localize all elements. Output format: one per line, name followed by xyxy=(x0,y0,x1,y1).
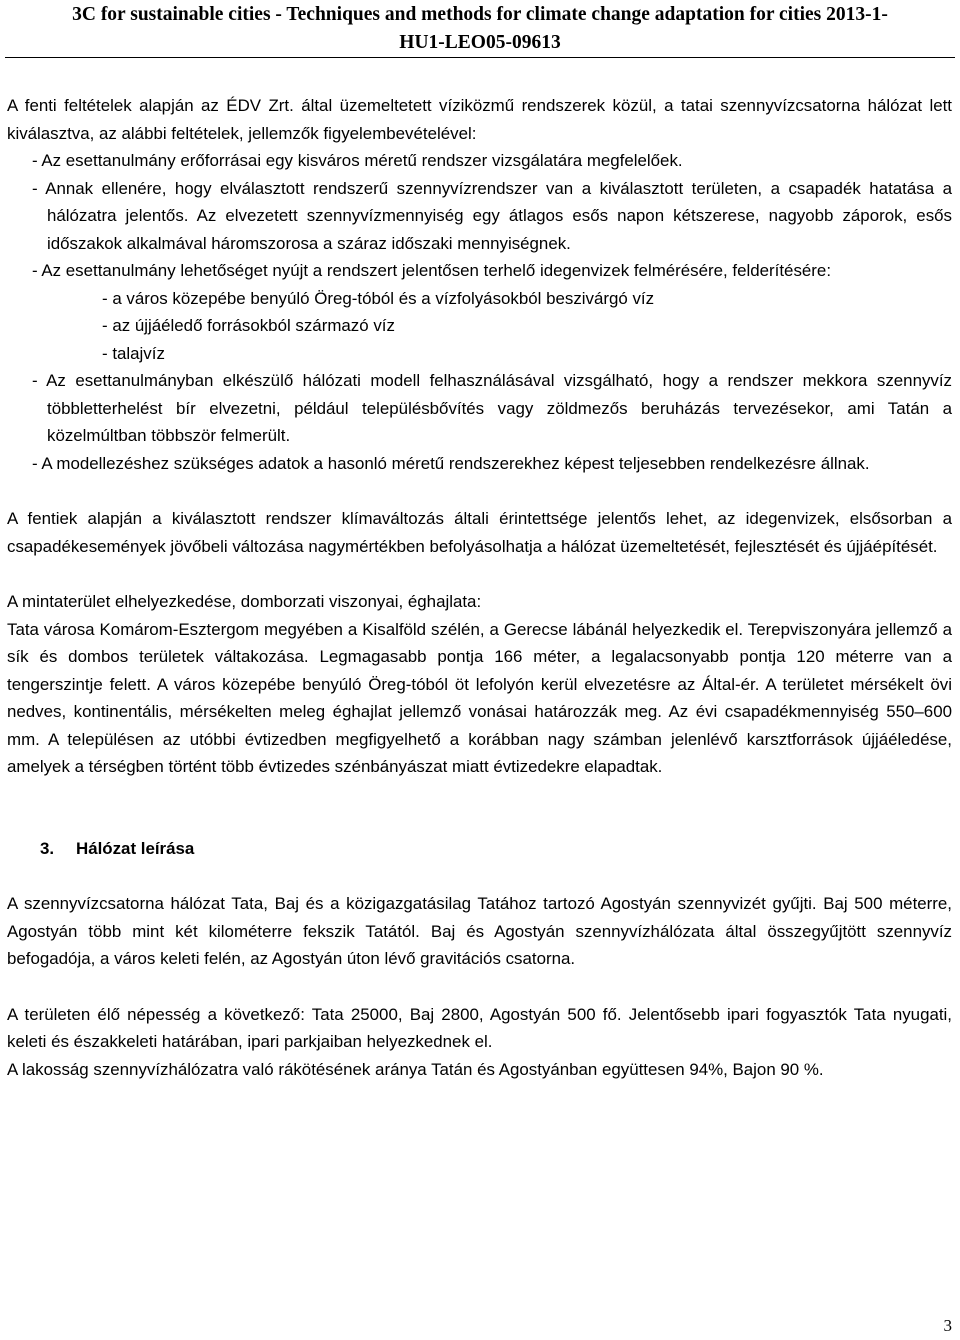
network-paragraph: A szennyvízcsatorna hálózat Tata, Baj és a közigazgatásilag Tatához tartozó Agostyán szennyvizét gyűjti. Baj 500 méterre, Agostyán több mint két kilométerre fekszik Tatától. Baj és Agostyán szennyvízhálózata által összegyűjtött szennyvíz befogadója, a város keleti felén, az Agostyán úton lévő gravitációs csatorna. xyxy=(7,894,952,968)
document-body xyxy=(7,92,952,1083)
header-divider xyxy=(5,57,955,58)
summary-paragraph: A fentiek alapján a kiválasztott rendszer klímaváltozás általi érintettsége jelentős lehet, az idegenvizek, elsősorban a csapadékesemények jövőbeli változása nagymértékben befolyásolhatja a hálózat üzemeltetését, fejlesztését és újjáépítését. xyxy=(7,509,952,556)
criteria-item: - Az esettanulmány lehetőséget nyújt a rendszert jelentősen terhelő idegenvizek felmérésére, felderítésére: xyxy=(32,261,832,280)
sub-item: - a város közepébe benyúló Öreg-tóból és a vízfolyásokból beszivárgó víz xyxy=(102,288,655,308)
population-paragraph: A területen élő népesség a következő: Tata 25000, Baj 2800, Agostyán 500 fő. Jelentősebb ipari fogyasztók Tata nyugati, keleti és északkeleti határában, ipari parkjaiban helyezkednek el. xyxy=(7,1004,952,1051)
header-title-line2: HU1-LEO05-09613 xyxy=(399,32,561,53)
spacer xyxy=(7,477,952,505)
header-title-line1: 3C for sustainable cities - Techniques and methods for climate change adaptation for cities 2013-1- xyxy=(72,4,888,25)
document-header xyxy=(0,0,960,57)
spacer xyxy=(7,781,952,835)
spacer xyxy=(7,862,952,890)
connection-paragraph: A lakosság szennyvízhálózatra való rákötésének aránya Tatán és Agostyánban együttesen 94%, Bajon 90 %. xyxy=(7,1059,824,1079)
spacer xyxy=(7,560,952,588)
page-number: 3 xyxy=(943,1316,952,1335)
criteria-item: - A modellezéshez szükséges adatok a hasonló méretű rendszerekhez képest teljesebben rendelkezésre állnak. xyxy=(32,453,870,473)
sub-item: - talajvíz xyxy=(102,343,165,363)
criteria-item: - Annak ellenére, hogy elválasztott rendszerű szennyvízrendszer van a kiválasztott területen, a csapadék hatatása a hálózatra jelentős. Az elvezetett szennyvízmennyiség egy átlagos esős napon kétszerese, nagyobb záporok, esős időszakok alkalmával háromszorosa a száraz időszaki mennyiségnek. xyxy=(32,178,952,253)
criteria-item: - Az esettanulmányban elkészülő hálózati modell felhasználásával vizsgálható, hogy a rendszer mekkora szennyvíz többletterhelést bír elvezetni, például településbővítés vagy zöldmezős beruházás tervezésekor, ami Tatán a közelmúltban többször felmerült. xyxy=(32,371,952,445)
spacer xyxy=(7,973,952,1001)
section-heading xyxy=(7,835,952,863)
intro-paragraph: A fenti feltételek alapján az ÉDV Zrt. által üzemeltetett víziközmű rendszerek közül, a tatai szennyvízcsatorna hálózat lett kiválasztva, az alábbi feltételek, jellemzők figyelembevételével: xyxy=(7,96,952,143)
criteria-item: - Az esettanulmány erőforrásai egy kisváros méretű rendszer vizsgálatára megfelelőek. xyxy=(32,151,683,170)
location-paragraph: Tata városa Komárom-Esztergom megyében a Kisalföld szélén, a Gerecse lábánál helyezkedik el. Terepviszonyára jellemző a sík és dombos területek váltakozása. Legmagasabb pontja 166 méter, a legalacsonyabb pontja 120 méterre van a tengerszintje felett. A város közepébe benyúló Öreg-tóból öt lefolyón kerül elvezetésre az Által-ér. A területet mérsékelt övi nedves, kontinentális, mérsékelten meleg éghajlat jellemző vonásai határozzák meg. Az évi csapadékmennyiség 550–600 mm. A településen az utóbbi évtizedben megfigyelhető a korábban nagy számban jelenlévő karsztforrások újjáéledése, amelyek a térségben történt több évtizedes szénbányászat miatt évtizedekre elapadtak. xyxy=(7,619,952,776)
section-number: 3. xyxy=(40,838,55,858)
section-title-text: Hálózat leírása xyxy=(76,838,195,858)
sub-item: - az újjáéledő forrásokból származó víz xyxy=(102,316,395,335)
location-title: A mintaterület elhelyezkedése, domborzati viszonyai, éghajlata: xyxy=(7,592,482,611)
